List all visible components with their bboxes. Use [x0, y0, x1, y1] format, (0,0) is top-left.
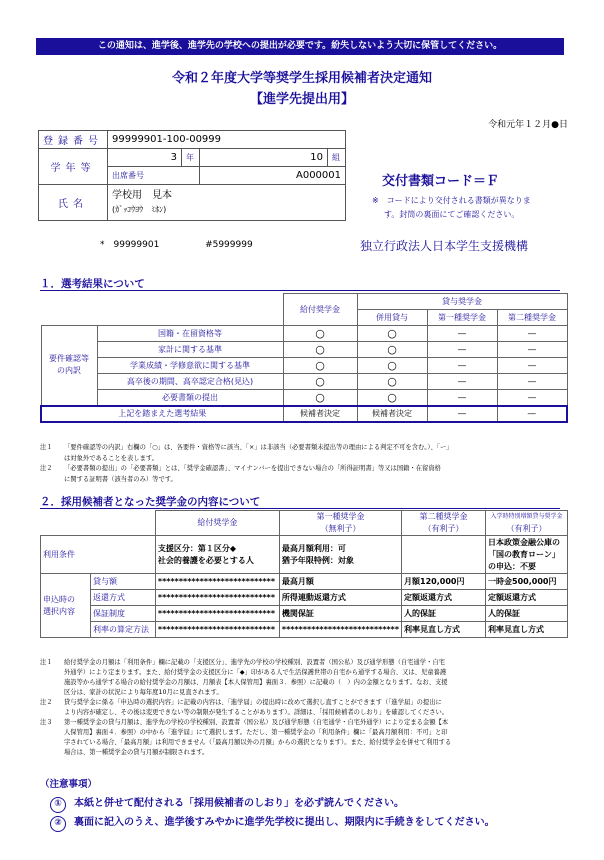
section-2-notes	[40, 658, 570, 758]
note-key	[40, 668, 64, 678]
document-code-note	[372, 194, 531, 222]
organization-name: 独立行政法人日本学生支援機構	[360, 239, 529, 253]
choice-kyufu: ****************************	[155, 622, 279, 638]
note-text: に関する証明書（該当者のみ）等です。	[64, 475, 177, 483]
riyo-dai1	[279, 536, 401, 574]
note-text: 第一種奨学金の貸与月額は、進学先の学校の学校種別、設置者（国公私）及び通学形態（自宅通学・自宅外通学）により定まる金額【本	[64, 719, 449, 726]
choice-group-label	[41, 574, 91, 638]
row-dai1: ―	[427, 374, 497, 390]
choice-group-line-2: 選択内容	[43, 606, 75, 616]
choice-dai2: 人的保証	[402, 606, 486, 622]
section-1-title: １．選考結果について	[40, 278, 145, 290]
row-kyufu: ○	[283, 374, 357, 390]
attendance-label: 出席番号	[108, 167, 200, 185]
h-dai2-name: 第二種奨学金	[419, 512, 468, 521]
row-kyufu: ○	[283, 390, 357, 406]
note-key	[40, 728, 64, 738]
note-key	[40, 454, 64, 465]
group-label-line-1: 要件確認等	[49, 354, 89, 364]
code-note-line-2: す。封筒の裏面にてご確認ください。	[384, 210, 520, 219]
riyo-kyufu-line-2: 社会的養護を必要とする人	[157, 555, 254, 565]
note-key: 注１	[40, 444, 53, 451]
row-heiyo: ○	[357, 390, 427, 406]
result-label: 上記を踏まえた選考結果	[41, 406, 283, 422]
note-line	[40, 443, 570, 454]
h-dai2	[402, 511, 486, 536]
page-subtitle: 【進学先提出用】	[249, 92, 354, 107]
row-dai2: ―	[497, 374, 567, 390]
id-number-2: #5999999	[205, 240, 253, 250]
grade-unit: 年	[182, 149, 200, 167]
note-text: 場合は、第一種奨学金の貸与月額が制限されます。	[64, 749, 209, 756]
choice-dai2: 月額120,000円	[402, 574, 486, 590]
note-text: 字されている場合、「最高月額」は利用できません（「最高月額以外の月額」からの選択となります）。また、給付奨学金を併せて利用する	[64, 739, 452, 746]
h-nyu-sub: （有利子）	[506, 524, 547, 533]
note-key	[40, 475, 64, 486]
choice-nyu: 人的保証	[486, 606, 568, 622]
row-dai2: ―	[497, 326, 567, 342]
row-dai2: ―	[497, 342, 567, 358]
reg-value: 99999901-100-00999	[108, 131, 346, 149]
choice-row-label: 貸与額	[91, 574, 156, 590]
choice-row-label: 返還方式	[91, 590, 156, 606]
choice-dai1: 最高月額	[279, 574, 401, 590]
result-heiyo: 候補者決定	[357, 406, 427, 422]
section-1-rule	[40, 290, 560, 291]
note-key	[40, 688, 64, 698]
riyo-nyu-line-2: 「国の教育ローン」	[488, 549, 560, 559]
row-heiyo: ○	[357, 342, 427, 358]
header-taiyo: 貸与奨学金	[357, 294, 567, 310]
note-text: は対象外であることを表します。	[64, 454, 158, 462]
riyo-kyufu	[155, 536, 279, 574]
row-kyufu: ○	[283, 342, 357, 358]
note-text: 「必要書類の提出」の「必要書類」とは、「奨学金確認書」、マイナンバーを提出できない場合の「所得証明書」等又は国籍・在留資格	[64, 465, 441, 472]
result-dai2: ―	[497, 406, 567, 422]
choice-nyu: 定額返還方式	[486, 590, 568, 606]
note-line	[40, 748, 570, 758]
grade-label: 学年等	[39, 149, 108, 185]
row-kyufu: ○	[283, 358, 357, 374]
choice-dai1: 所得連動返還方式	[279, 590, 401, 606]
note-key: 注３	[40, 719, 53, 726]
document-code: 交付書類コード＝Ｆ	[382, 174, 500, 189]
riyo-kyufu-line-1: 支援区分：第１区分◆	[157, 543, 237, 553]
note-line	[40, 688, 570, 698]
note-line	[40, 668, 570, 678]
header-kyufu: 給付奨学金	[283, 294, 357, 326]
name-value: 学校用 見本	[112, 189, 172, 201]
header-heiyo: 併用貸与	[357, 310, 427, 326]
group-label	[41, 326, 97, 406]
note-key: 注２	[40, 699, 53, 706]
section-2-title: ２．採用候補者となった奨学金の内容について	[40, 496, 261, 508]
attendance-value: A000001	[200, 167, 346, 185]
choice-row-label: 保証制度	[91, 606, 156, 622]
group-label-line-2: の内訳	[57, 366, 81, 376]
row-dai2: ―	[497, 390, 567, 406]
note-line	[40, 678, 570, 688]
choice-nyu: 利率見直し方式	[486, 622, 568, 638]
note-text: 区分は、家計の状況により毎年度10月に見直されます。	[64, 689, 223, 696]
selection-result-table	[40, 293, 568, 423]
section-2-rule	[40, 508, 560, 509]
riyo-nyu-line-1: 日本政策金融公庫の	[488, 537, 561, 547]
reg-label: 登録番号	[39, 131, 108, 149]
riyo-dai2	[402, 536, 486, 574]
note-line	[40, 728, 570, 738]
class-value: 10	[200, 149, 328, 167]
choice-kyufu: ****************************	[155, 590, 279, 606]
row-dai1: ―	[427, 342, 497, 358]
note-line	[40, 475, 570, 486]
note-text: 人保管用】裏面４．参照）の中から「進学届」にて選択します。ただし、第一種奨学金の「利用条件」欄に「最高月額利用：不可」と印	[64, 729, 448, 736]
row-dai1: ―	[427, 390, 497, 406]
student-info-table	[38, 130, 346, 221]
name-kana: (ｶﾞｯｺｳﾖｳ ﾐﾎﾝ)	[112, 204, 167, 214]
result-kyufu: 候補者決定	[283, 406, 357, 422]
row-label: 国籍・在留資格等	[97, 326, 283, 342]
notice-banner: この通知は、進学後、進学先の学校への提出が必要です。紛失しないよう大切に保管してください。	[36, 38, 564, 55]
id-number-1: * 99999901	[100, 240, 160, 250]
note-text: 貸与奨学金に係る「申込時の選択内容」に記載の内容は、「進学届」の提出時に改めて選択し直すことができます（「進学届」の提出に	[64, 699, 442, 706]
h-dai1	[279, 511, 401, 536]
note-line	[40, 698, 570, 708]
row-heiyo: ○	[357, 326, 427, 342]
row-heiyo: ○	[357, 358, 427, 374]
note-key	[40, 678, 64, 688]
page-title: 令和２年度大学等奨学生採用候補者決定通知	[171, 71, 432, 86]
h-kyufu: 給付奨学金	[155, 511, 279, 536]
choice-dai2: 利率見直し方式	[402, 622, 486, 638]
note-text: 施設等から通学する場合の給付奨学金の月額は、月額表【本人保管用】裏面３．参照）に記載の（ ）内の金額となります。なお、支援	[64, 679, 448, 686]
caution-item-1-text: 本紙と併せて配付される「採用候補者のしおり」を必ず読んでください。	[74, 798, 404, 809]
note-text: 給付奨学金の月額は「利用条件」欄に記載の「支援区分」、進学先の学校の学校種別、設置者（国公私）及び通学形態（自宅通学・自宅	[64, 659, 445, 666]
header-dai2: 第二種奨学金	[497, 310, 567, 326]
row-heiyo: ○	[357, 374, 427, 390]
row-label: 必要書類の提出	[97, 390, 283, 406]
choice-dai1: 機関保証	[279, 606, 401, 622]
note-key	[40, 748, 64, 758]
riyo-dai1-line-2: 猶予年限特例：対象	[281, 555, 354, 565]
issue-date: 令和元年１２月●日	[488, 120, 568, 130]
choice-row-label: 利率の算定方法	[91, 622, 156, 638]
note-line	[40, 454, 570, 465]
riyo-nyu-line-3: の申込：不要	[488, 561, 537, 571]
note-text: 「要件確認等の内訳」右欄の「○」は、各要件・資格等に該当、「×」は非該当（必要書類未提出等の理由による判定不可を含む。）、「ー」	[64, 444, 453, 451]
h-nyu-name: 入学時特別増額貸与奨学金	[490, 513, 563, 520]
row-label: 高卒後の期間、高卒認定合格(見込)	[97, 374, 283, 390]
section-1-notes	[40, 443, 570, 485]
row-dai2: ―	[497, 358, 567, 374]
choice-nyu: 一時金500,000円	[486, 574, 568, 590]
note-key	[40, 708, 64, 718]
h-dai1-sub: （無利子）	[320, 524, 361, 533]
note-key	[40, 738, 64, 748]
name-label: 氏名	[39, 185, 108, 221]
h-nyu	[486, 511, 568, 536]
h-dai1-name: 第一種奨学金	[316, 512, 365, 521]
note-line	[40, 738, 570, 748]
note-line	[40, 708, 570, 718]
row-dai1: ―	[427, 326, 497, 342]
h-dai2-sub: （有利子）	[423, 524, 464, 533]
note-key: 注２	[40, 465, 53, 472]
grade-value: 3	[108, 149, 182, 167]
note-line	[40, 658, 570, 668]
note-line	[40, 464, 570, 475]
row-dai1: ―	[427, 358, 497, 374]
caution-item-1	[50, 794, 404, 813]
caution-item-2	[50, 813, 495, 832]
caution-title: （注意事項）	[40, 779, 98, 790]
riyo-dai1-line-1: 最高月額利用：可	[281, 543, 346, 553]
note-key: 注１	[40, 659, 53, 666]
class-unit: 組	[327, 149, 345, 167]
note-text: 外通学）により定まります。また、給付奨学金の支援区分に「◆」印がある人で生活保護世帯の自宅から通学する場合、又は、児童養護	[64, 669, 447, 676]
row-label: 家計に関する基準	[97, 342, 283, 358]
note-text: より内容が確定し、その後は変更できない等の制限が発生することがあります）。詳細は、「採用候補者のしおり」を確認してください。	[64, 709, 449, 716]
circled-number-1: ①	[50, 797, 66, 813]
code-note-line-1: ※ コードにより交付される書類が異なりま	[372, 196, 531, 205]
choice-kyufu: ****************************	[155, 574, 279, 590]
caution-item-2-text: 裏面に記入のうえ、進学後すみやかに進学先学校に提出し、期限内に手続きをしてください。	[74, 817, 495, 828]
riyo-label: 利用条件	[41, 536, 156, 574]
selection-result-row	[41, 406, 567, 422]
candidate-details-table	[40, 510, 568, 638]
header-dai1: 第一種奨学金	[427, 310, 497, 326]
choice-kyufu: ****************************	[155, 606, 279, 622]
row-kyufu: ○	[283, 326, 357, 342]
choice-group-line-1: 申込時の	[43, 594, 75, 604]
choice-dai2: 定額返還方式	[402, 590, 486, 606]
id-line	[100, 237, 253, 250]
result-dai1: ―	[427, 406, 497, 422]
circled-number-2: ②	[50, 816, 66, 832]
note-line	[40, 718, 570, 728]
row-label: 学業成績・学修意欲に関する基準	[97, 358, 283, 374]
riyo-nyu	[486, 536, 568, 574]
choice-dai1: ****************************	[279, 622, 401, 638]
